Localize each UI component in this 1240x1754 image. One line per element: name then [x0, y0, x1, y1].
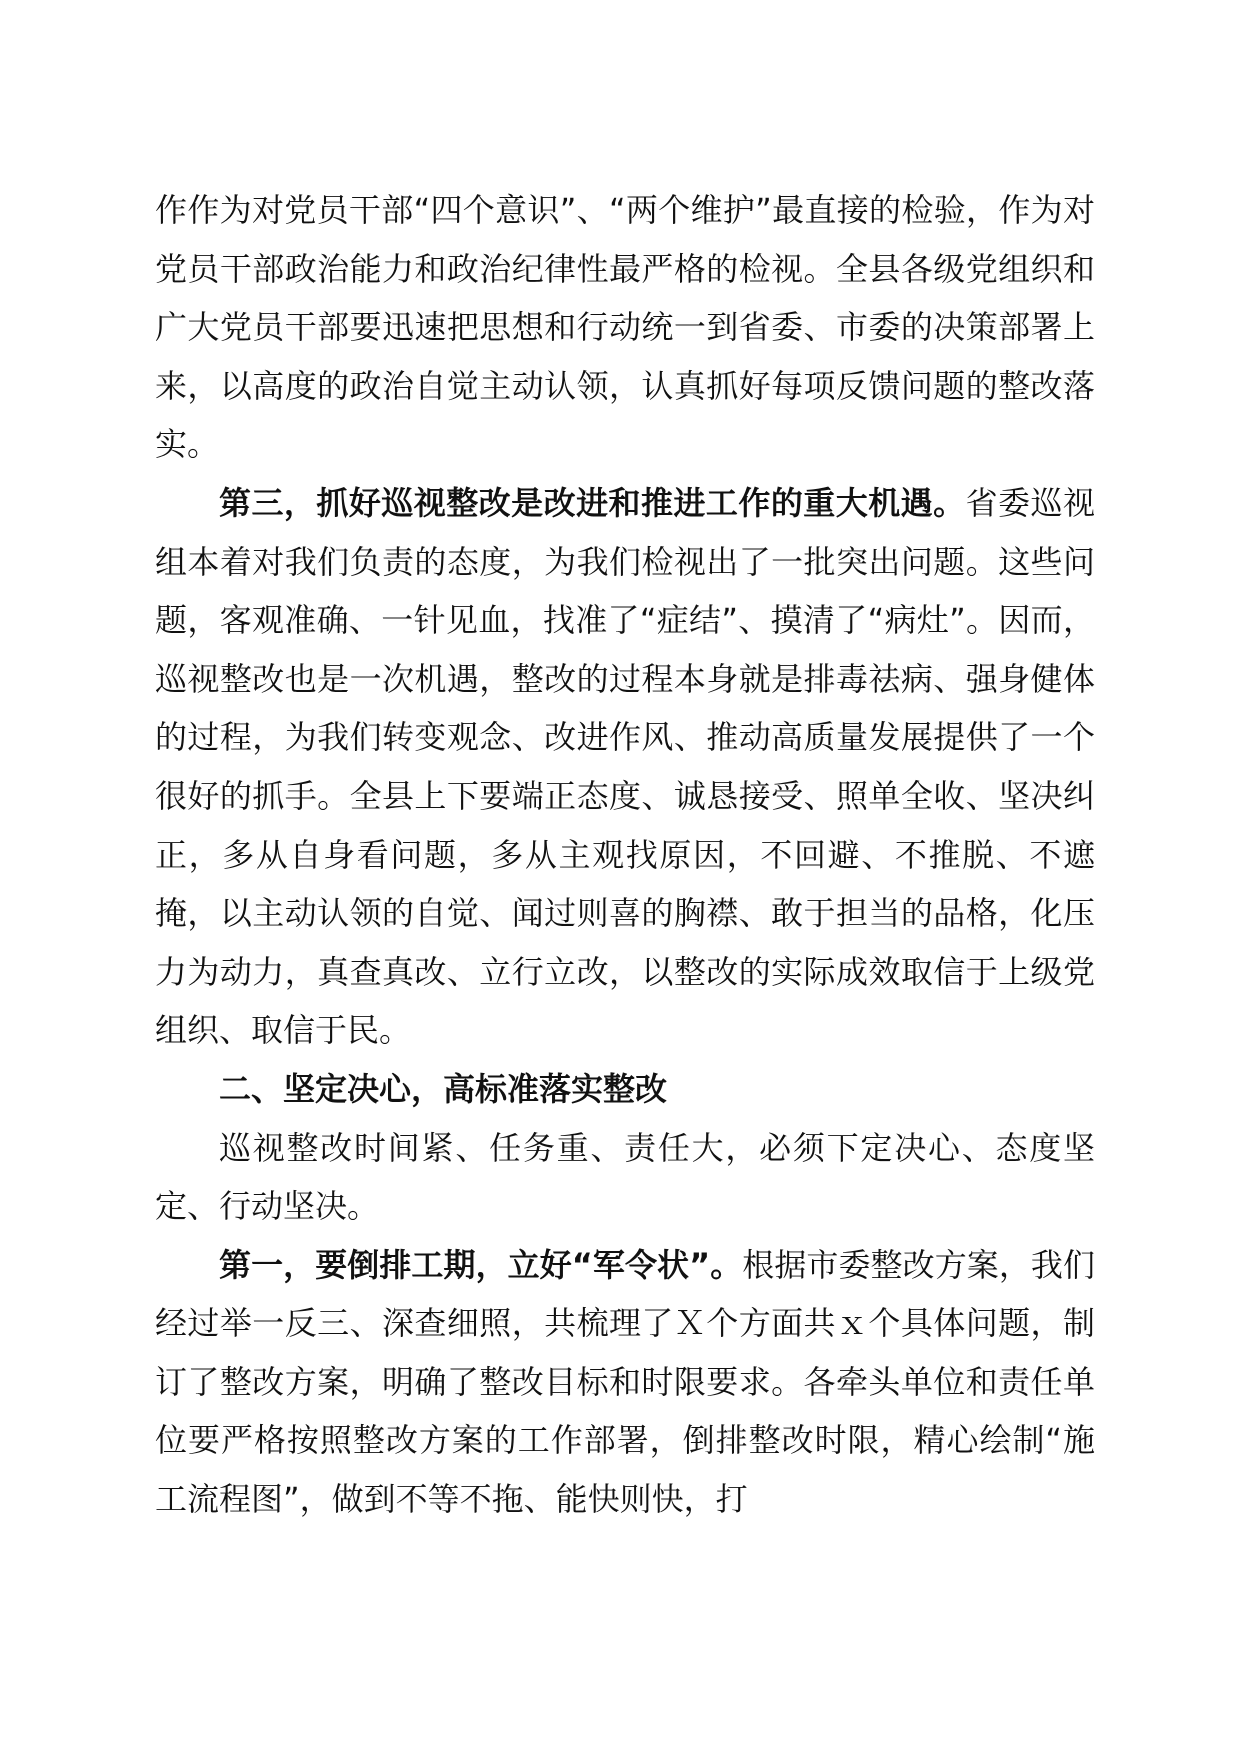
paragraph-third-point — [155, 474, 1095, 1060]
paragraph-heading-third: 第三，抓好巡视整改是改进和推进工作的重大机遇。 — [219, 483, 966, 522]
paragraph-body-third: 省委巡视组本着对我们负责的态度，为我们检视出了一批突出问题。这些问题，客观准确、一针见血，找准了“症结”、摸清了“病灶”。因而，巡视整改也是一次机遇，整改的过程本身就是排毒祛病、强身健体的过程，为我们转变观念、改进作风、推动高质量发展提供了一个很好的抓手。全县上下要端正态度、诚恳接受、照单全收、坚决纠正，多从自身看问题，多从主观找原因，不回避、不推脱、不遮掩，以主动认领的自觉、闻过则喜的胸襟、敢于担当的品格，化压力为动力，真查真改、立行立改，以整改的实际成效取信于上级党组织、取信于民。 — [155, 483, 1095, 1050]
section-heading: 二、坚定决心，高标准落实整改 — [219, 1069, 668, 1108]
paragraph-continuation: 作作为对党员干部“四个意识”、“两个维护”最直接的检验，作为对党员干部政治能力和政治纪律性最严格的检视。全县各级党组织和广大党员干部要迅速把思想和行动统一到省委、市委的决策部署上来，以高度的政治自觉主动认领，认真抓好每项反馈问题的整改落实。 — [155, 191, 1095, 464]
document-body — [155, 181, 1095, 1529]
paragraph-body-first: 根据市委整改方案，我们经过举一反三、深查细照，共梳理了Ｘ个方面共ｘ个具体问题，制订了整改方案，明确了整改目标和时限要求。各牵头单位和责任单位要严格按照整改方案的工作部署，倒排整改时限，精心绘制“施工流程图”，做到不等不拖、能快则快，打 — [155, 1245, 1095, 1519]
paragraph-section-intro: 巡视整改时间紧、任务重、责任大，必须下定决心、态度坚定、行动坚决。 — [155, 1128, 1095, 1226]
paragraph-heading-first: 第一，要倒排工期，立好“军令状”。 — [219, 1245, 743, 1284]
paragraph-first-point — [155, 1236, 1095, 1529]
